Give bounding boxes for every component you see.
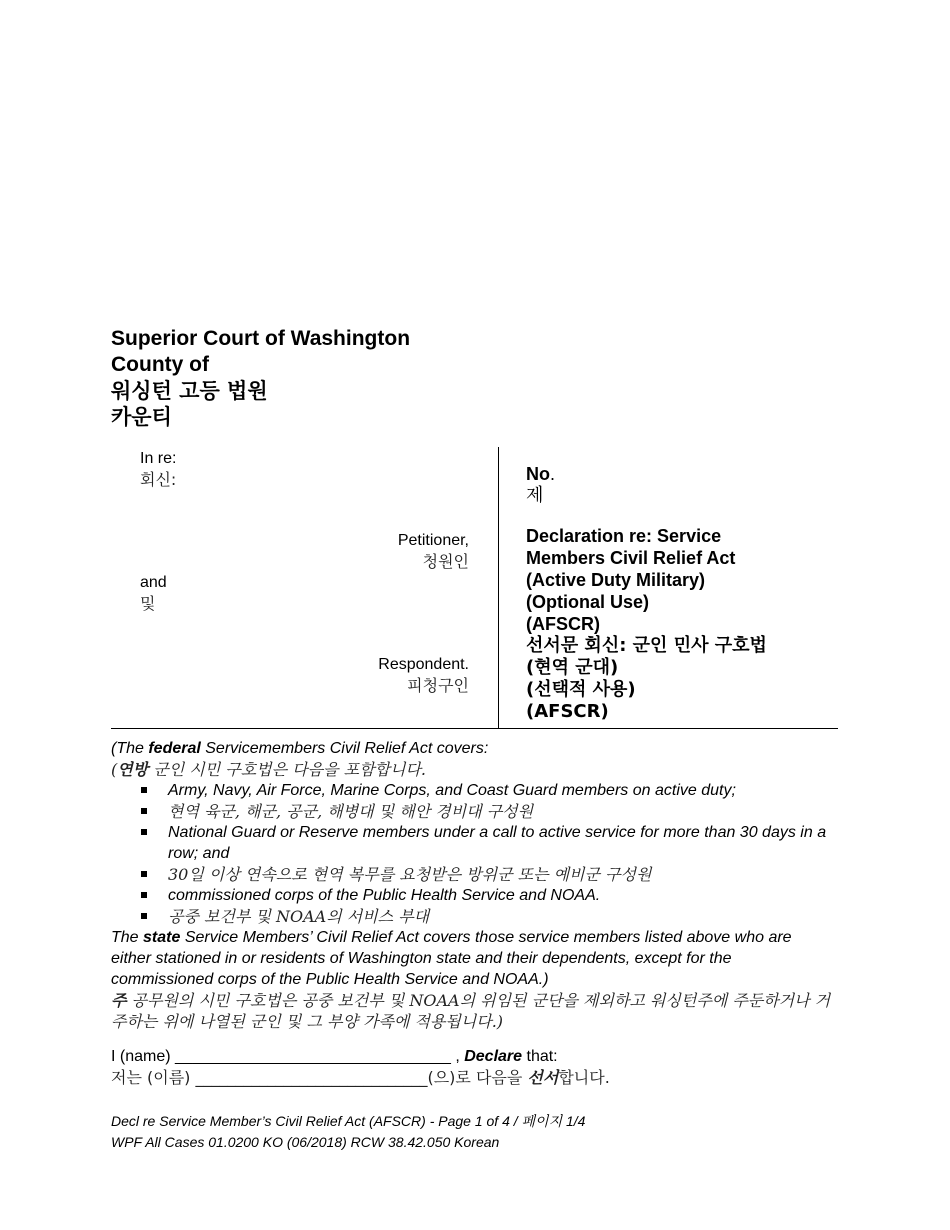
coverage-list [111,780,831,927]
petitioner-label-ko: 청원인 [422,552,469,571]
declare-prefix-ko: 저는 (이름) [111,1068,196,1087]
intro-suffix-ko: 군인 시민 구호법은 다음을 포함합니다. [148,760,426,779]
bullet-icon [141,892,147,898]
list-item [111,885,831,906]
court-header [111,326,410,430]
footer-line: WPF All Cases 01.0200 KO (06/2018) RCW 38.42.050 Korean [111,1134,500,1150]
intro-bold: federal [148,740,201,757]
state-prefix: The [111,929,144,946]
case-number-label: No [526,464,550,484]
footer-line: Decl re Service Member’s Civil Relief Act (AFSCR) - Page 1 of 4 / 페이지 1/4 [111,1113,586,1129]
declare-bold-ko: 선서 [527,1068,559,1087]
bullet-icon [141,829,147,835]
title-line: Declaration re: Service [526,526,722,546]
state-bold-ko: 주 [111,991,127,1010]
state-suffix-ko: 공무원의 시민 구호법은 공중 보건부 및 NOAA의 위임된 군단을 제외하고 워싱턴주에 주둔하거나 거주하는 위에 나열된 군인 및 그 부양 가족에 적용됩니다.) [111,991,831,1031]
state-paragraph [111,927,831,990]
bullet-icon [141,808,147,814]
intro-prefix: (The [111,740,149,757]
title-line-ko: 선서문 회신: 군인 민사 구호법 [526,635,767,656]
declare-prefix: I (name) [111,1048,176,1065]
county-label-ko: 카운티 [111,405,172,429]
bullet-icon [141,871,147,877]
declare-ko [111,1067,610,1088]
declare-suffix-ko: 합니다. [558,1068,610,1087]
title-line: (AFSCR) [526,614,600,634]
list-item [111,822,831,864]
in-re-label: In re: [140,450,177,467]
list-item-ko [111,906,831,927]
list-item-ko [111,801,831,822]
declare-mid: , [450,1048,465,1065]
title-line-ko: (AFSCR) [526,701,609,722]
document-title [526,525,767,723]
state-suffix: Service Members’ Civil Relief Act covers those service members listed above who are either stationed in or residents of Washington state and their dependents, except for the commissioned corps of the Public Health Service and NOAA.) [111,929,792,988]
court-name-ko: 워싱턴 고등 법원 [111,379,268,403]
respondent-label: Respondent. [378,656,469,673]
declaration-line [111,1046,610,1088]
in-re-label-ko: 회신: [140,470,177,489]
title-line-ko: (선택적 사용) [526,679,636,700]
intro-suffix: Servicemembers Civil Relief Act covers: [200,740,489,757]
list-item-text-ko: 공중 보건부 및 NOAA의 서비스 부대 [168,907,430,926]
title-line: (Optional Use) [526,592,650,612]
petitioner-label: Petitioner, [397,532,469,549]
list-item-text-ko: 현역 육군, 해군, 공군, 해병대 및 해안 경비대 구성원 [168,802,534,821]
title-line-ko: (현역 군대) [526,657,619,678]
county-label: County of [111,353,209,376]
caption-divider [498,447,499,728]
declare-suffix: that: [522,1048,558,1065]
intro-paragraph-ko [111,759,831,780]
list-item [111,780,831,801]
name-blank[interactable]: _______________________________ [175,1048,451,1065]
court-name: Superior Court of Washington [111,327,411,350]
list-item-text: National Guard or Reserve members under a call to active service for more than 30 days in a row; and [168,824,827,862]
intro-bold-ko: 연방 [117,760,149,779]
list-item-ko [111,864,831,885]
list-item-text: commissioned corps of the Public Health Service and NOAA. [168,887,601,904]
case-caption [111,447,838,729]
bullet-icon [141,787,147,793]
and-label-ko: 및 [140,594,156,613]
case-number-label-ko: 제 [526,485,544,506]
coverage-section [111,738,831,1032]
declare-bold: Declare [464,1048,523,1065]
case-number-dot: . [550,464,556,484]
respondent-label-ko: 피청구인 [407,676,469,695]
list-item-text-ko: 30일 이상 연속으로 현역 복무를 요청받은 방위군 또는 예비군 구성원 [168,865,652,884]
intro-prefix-ko: ( [111,760,118,779]
case-number [526,463,555,507]
page-footer [111,1111,585,1153]
declare-mid-ko: (으)로 다음을 [427,1068,528,1087]
title-line: (Active Duty Military) [526,570,706,590]
state-paragraph-ko [111,990,831,1032]
declare-en [111,1046,610,1067]
intro-paragraph [111,738,831,759]
and-label: and [140,574,167,591]
list-item-text: Army, Navy, Air Force, Marine Corps, and Coast Guard members on active duty; [168,782,736,799]
title-line: Members Civil Relief Act [526,548,736,568]
state-bold: state [143,929,181,946]
bullet-icon [141,913,147,919]
name-blank-ko[interactable]: _____________________________ [195,1068,428,1087]
